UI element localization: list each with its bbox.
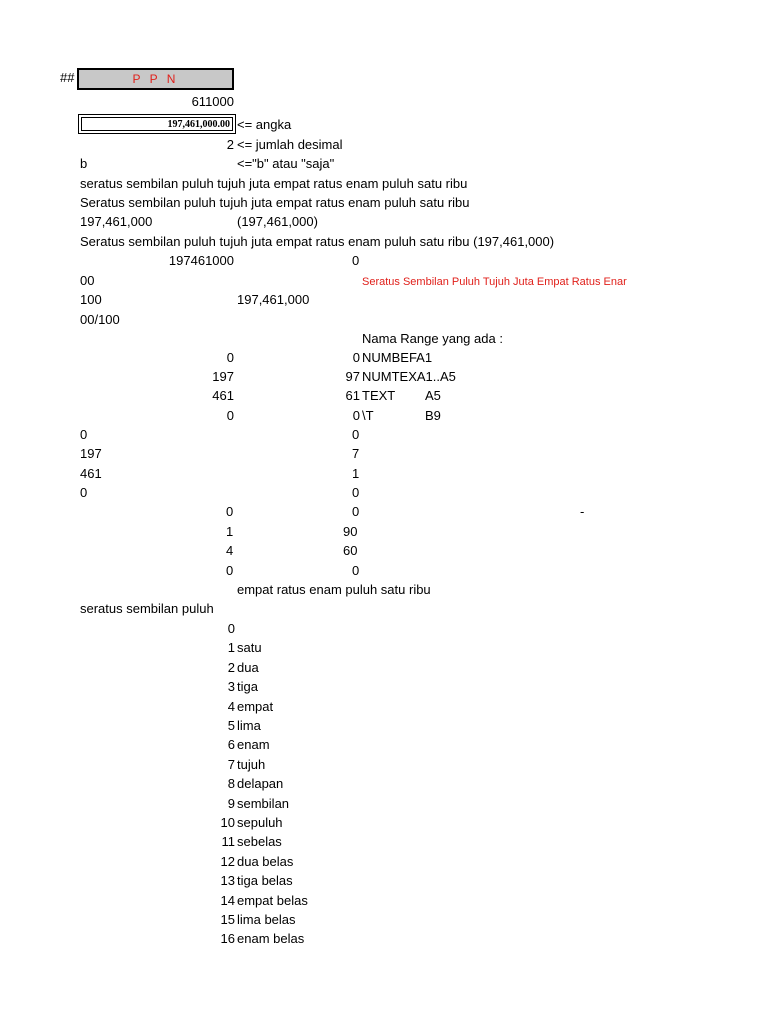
pair-b: 0 xyxy=(352,504,360,519)
number-value: 4 xyxy=(227,698,235,714)
hash-marker: ## xyxy=(60,70,75,85)
words-capital: Seratus sembilan puluh tujuh juta empat ratus enam puluh satu ribu xyxy=(80,195,470,210)
number-word: enam xyxy=(237,737,270,753)
base-value: 611000 xyxy=(191,94,234,109)
range-name: NUMBEFA1 xyxy=(362,350,433,365)
number-word: enam belas xyxy=(237,931,305,947)
range-c2: 0 xyxy=(352,408,360,423)
amount-plain: 197,461,000 xyxy=(80,214,153,229)
number-value: 3 xyxy=(227,679,235,695)
amount-paren: (197,461,000) xyxy=(237,214,318,229)
number-word: sepuluh xyxy=(237,815,283,830)
number-value: 8 xyxy=(227,776,235,792)
digit-left: 0 xyxy=(80,485,88,500)
pair-b: 0 xyxy=(352,563,360,578)
range-heading: Nama Range yang ada : xyxy=(362,331,503,346)
range-name: NUMTEXA1..A5 xyxy=(362,369,456,384)
number-word: empat xyxy=(237,698,274,714)
amount-right: 197,461,000 xyxy=(237,292,310,307)
pair-b: 90 xyxy=(343,524,358,539)
amount-hint: <= angka xyxy=(237,117,292,132)
number-value: 1 xyxy=(227,640,235,656)
range-c1: 0 xyxy=(226,350,234,365)
fraction-value: 00/100 xyxy=(80,312,120,327)
number-value: 11 xyxy=(221,834,235,850)
number-word: tiga belas xyxy=(237,873,293,889)
number-word: lima xyxy=(237,718,261,733)
range-name: TEXT xyxy=(362,388,396,403)
digit-right: 0 xyxy=(352,427,360,442)
range-ref: A5 xyxy=(425,388,441,403)
number-value: 12 xyxy=(220,853,235,869)
title-case-red: Seratus Sembilan Puluh Tujuh Juta Empat Ratus Enar xyxy=(362,276,627,288)
ppn-label: P P N xyxy=(132,72,179,86)
number-value: 15 xyxy=(220,912,235,927)
words-capital-paren: Seratus sembilan puluh tujuh juta empat ratus enam puluh satu ribu (197,461,000) xyxy=(80,234,555,249)
range-c1: 0 xyxy=(226,408,234,423)
raw-number: 197461000 xyxy=(168,253,234,268)
hundred-value: 100 xyxy=(80,292,102,307)
digit-left: 461 xyxy=(80,466,102,481)
number-value: 2 xyxy=(227,659,235,675)
number-word: delapan xyxy=(237,776,284,792)
pair-a: 0 xyxy=(226,504,234,519)
number-word: empat belas xyxy=(237,892,308,908)
number-value: 0 xyxy=(227,621,235,636)
number-value: 6 xyxy=(227,737,235,753)
number-word: lima belas xyxy=(237,912,296,927)
number-value: 5 xyxy=(227,718,235,733)
mode-hint: <="b" atau "saja" xyxy=(237,156,335,171)
number-word: satu xyxy=(237,640,262,656)
number-word: sebelas xyxy=(237,834,282,850)
range-c1: 461 xyxy=(212,388,234,403)
digit-left: 0 xyxy=(80,427,88,442)
range-name: \T xyxy=(362,408,374,423)
zero-a: 0 xyxy=(352,253,360,268)
amount-display: 197,461,000.00 xyxy=(81,117,233,131)
pair-a: 1 xyxy=(226,524,234,539)
pair-a: 4 xyxy=(226,543,234,558)
amount-cell[interactable] xyxy=(78,114,236,134)
number-value: 14 xyxy=(220,892,235,908)
digit-right: 0 xyxy=(352,485,360,500)
digit-left: 197 xyxy=(80,446,102,461)
digit-right: 1 xyxy=(352,466,360,481)
dash-mark: - xyxy=(580,504,585,519)
number-value: 9 xyxy=(227,795,235,811)
range-ref: B9 xyxy=(425,408,441,423)
number-value: 16 xyxy=(220,931,235,947)
pair-b: 60 xyxy=(343,543,358,558)
range-c2: 0 xyxy=(352,350,360,365)
pair-a: 0 xyxy=(226,563,234,578)
range-c2: 97 xyxy=(345,369,360,384)
digit-right: 7 xyxy=(352,446,360,461)
number-value: 10 xyxy=(220,815,235,830)
number-word: dua belas xyxy=(237,853,294,869)
mode-value: b xyxy=(80,156,88,171)
phrase-left: seratus sembilan puluh xyxy=(80,601,214,616)
number-value: 7 xyxy=(227,756,235,772)
cents-value: 00 xyxy=(80,273,95,288)
phrase-right: empat ratus enam puluh satu ribu xyxy=(237,582,431,597)
range-c1: 197 xyxy=(212,369,234,384)
number-word: tujuh xyxy=(237,756,266,772)
number-word: dua xyxy=(237,659,259,675)
number-word: tiga xyxy=(237,679,258,695)
range-c2: 61 xyxy=(345,388,360,403)
ppn-cell[interactable] xyxy=(77,68,234,90)
words-lower: seratus sembilan puluh tujuh juta empat ratus enam puluh satu ribu xyxy=(80,176,468,191)
decimal-hint: <= jumlah desimal xyxy=(237,137,343,152)
number-word: sembilan xyxy=(237,795,290,811)
decimal-count: 2 xyxy=(226,137,234,152)
number-value: 13 xyxy=(220,873,235,889)
